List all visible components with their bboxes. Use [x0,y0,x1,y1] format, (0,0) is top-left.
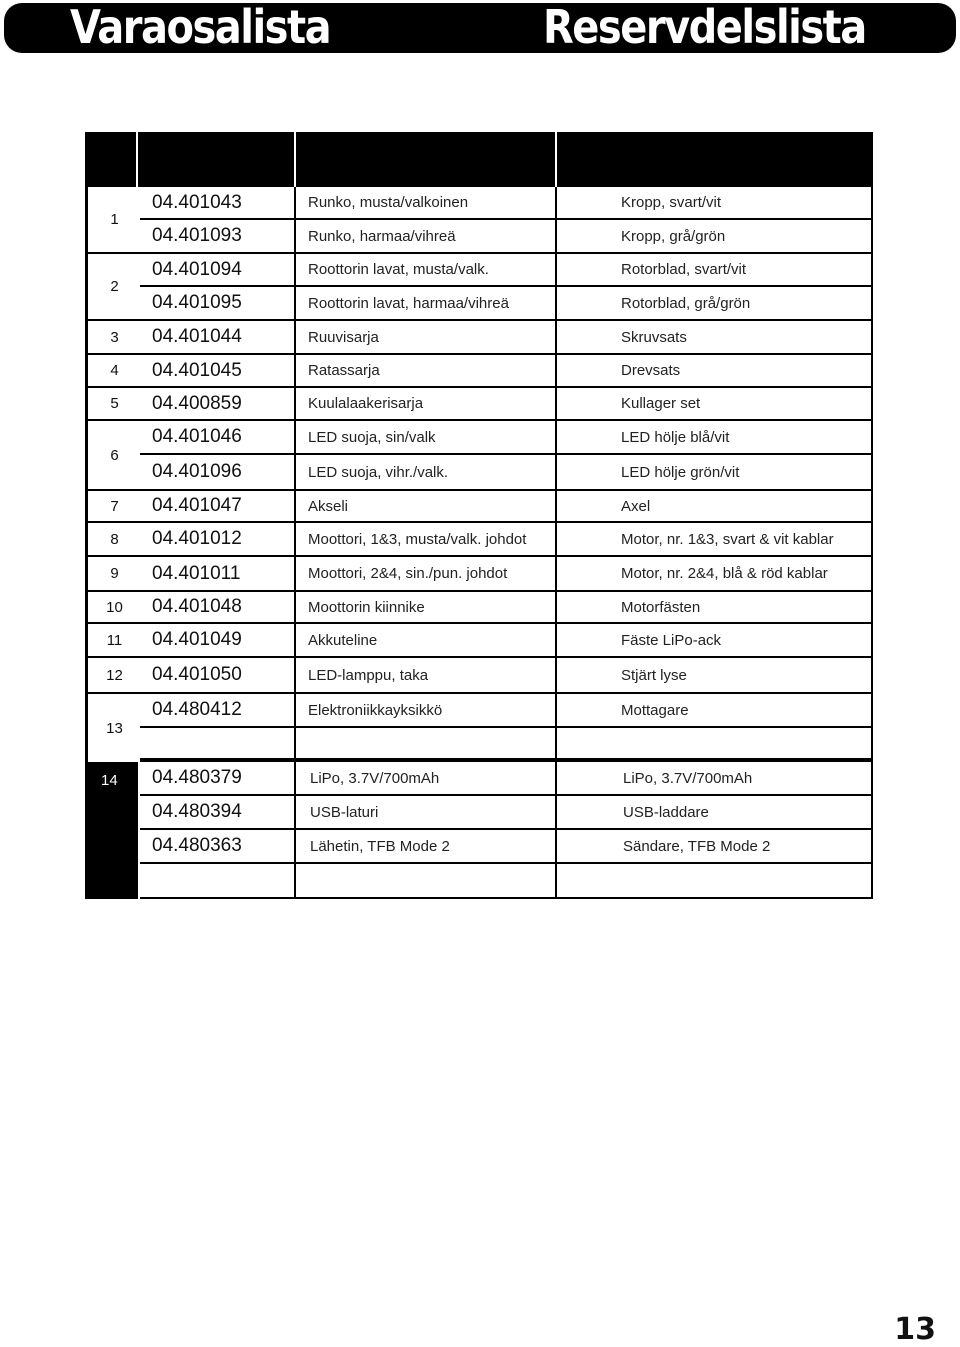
description-finnish: Ratassarja [308,362,380,379]
description-finnish: Roottorin lavat, musta/valk. [308,261,489,278]
description-finnish: Moottorin kiinnike [308,598,425,616]
part-number: 04.401050 [152,664,242,685]
table-row [140,658,873,694]
group-14-block [85,762,138,899]
title-finnish: Varaosalista [70,1,331,55]
description-swedish: Motor, nr. 2&4, blå & röd kablar [621,565,828,582]
description-finnish: LiPo, 3.7V/700mAh [310,769,440,787]
title-banner [4,3,956,53]
description-swedish: Motor, nr. 1&3, svart & vit kablar [621,530,834,548]
description-finnish: Moottori, 1&3, musta/valk. johdot [308,530,527,548]
description-finnish: Lähetin, TFB Mode 2 [310,837,450,855]
group-number: 11 [88,624,141,658]
description-swedish: Stjärt lyse [621,666,687,684]
table-row [140,523,873,557]
part-number: 04.480363 [152,835,242,856]
description-finnish: LED-lamppu, taka [308,666,429,684]
part-number: 04.401096 [152,461,242,482]
group-number: 12 [88,658,141,694]
group-number: 8 [88,523,141,557]
table-row [140,287,873,321]
description-finnish: Akkuteline [308,631,378,649]
description-swedish: Kropp, grå/grön [621,227,726,245]
table-row [140,557,873,592]
description-swedish: Motorfästen [621,598,701,616]
description-finnish: Kuulalaakerisarja [308,395,424,412]
group-number: 1 [88,187,141,254]
table-row [140,321,873,355]
description-swedish: LiPo, 3.7V/700mAh [623,769,753,787]
description-swedish: Kullager set [621,395,701,412]
description-swedish: Skruvsats [621,328,687,346]
table-row [140,624,873,658]
description-swedish: Rotorblad, grå/grön [621,294,751,312]
parts-table [85,132,873,899]
table-row [140,491,873,523]
table-row [140,421,873,455]
part-number: 04.401012 [152,528,242,549]
page-number: 13 [894,1312,936,1347]
group-number: 7 [88,491,141,523]
description-finnish: Elektroniikkayksikkö [308,701,443,719]
part-number: 04.401045 [152,359,242,381]
table-row [140,455,873,491]
part-number: 04.401095 [152,292,242,313]
part-number: 04.401044 [152,326,242,347]
group-number: 6 [88,421,141,491]
part-number: 04.400859 [152,392,242,414]
description-finnish: LED suoja, sin/valk [308,428,436,446]
part-number: 04.401043 [152,191,242,213]
group-number: 9 [88,557,141,592]
group-number: 2 [88,254,141,321]
table-row [140,187,873,220]
group-number: 13 [106,719,123,737]
part-number: 04.401094 [152,258,242,280]
part-number: 04.480379 [152,767,242,788]
table-row [140,796,873,830]
table-row [140,254,873,287]
group-number: 14 [101,772,118,789]
part-number: 04.401047 [152,495,242,516]
part-number: 04.401046 [152,426,242,447]
table-row [140,694,873,728]
table-row [140,388,873,421]
title-swedish: Reservdelslista [543,1,866,55]
description-finnish: LED suoja, vihr./valk. [308,463,449,481]
description-finnish: Roottorin lavat, harmaa/vihreä [308,294,509,312]
table-row [140,762,873,796]
description-swedish: Axel [621,497,651,515]
table-row [140,592,873,624]
description-swedish: Sändare, TFB Mode 2 [623,837,771,855]
table-row-empty [140,728,873,762]
description-swedish: Rotorblad, svart/vit [621,261,747,278]
description-swedish: LED hölje grön/vit [621,463,740,481]
description-swedish: Mottagare [621,701,689,719]
description-swedish: USB-laddare [623,803,709,821]
description-finnish: Moottori, 2&4, sin./pun. johdot [308,565,508,582]
header-cell-swedish [557,132,871,187]
description-finnish: USB-laturi [310,803,379,821]
part-number: 04.401049 [152,629,242,650]
description-finnish: Akseli [308,497,349,515]
header-cell-number [85,132,138,187]
group-number: 4 [88,355,141,388]
part-number: 04.401093 [152,225,242,246]
description-finnish: Runko, harmaa/vihreä [308,227,456,245]
description-finnish: Ruuvisarja [308,328,379,346]
group-number: 3 [88,321,141,355]
table-row [140,355,873,388]
description-swedish: Drevsats [621,362,681,379]
part-number: 04.401011 [152,562,241,584]
header-cell-finnish [296,132,557,187]
group-number: 10 [88,592,141,624]
table-header-row [85,132,873,187]
part-number: 04.401048 [152,596,242,617]
part-number: 04.480394 [152,801,242,822]
part-number: 04.480412 [152,699,242,720]
description-finnish: Runko, musta/valkoinen [308,194,469,211]
table-row [140,220,873,254]
description-swedish: Fäste LiPo-ack [621,631,722,649]
group-number: 5 [88,388,141,421]
table-row-empty [140,864,873,899]
description-swedish: LED hölje blå/vit [621,428,730,446]
header-cell-code [138,132,296,187]
table-row [140,830,873,864]
description-swedish: Kropp, svart/vit [621,194,722,211]
